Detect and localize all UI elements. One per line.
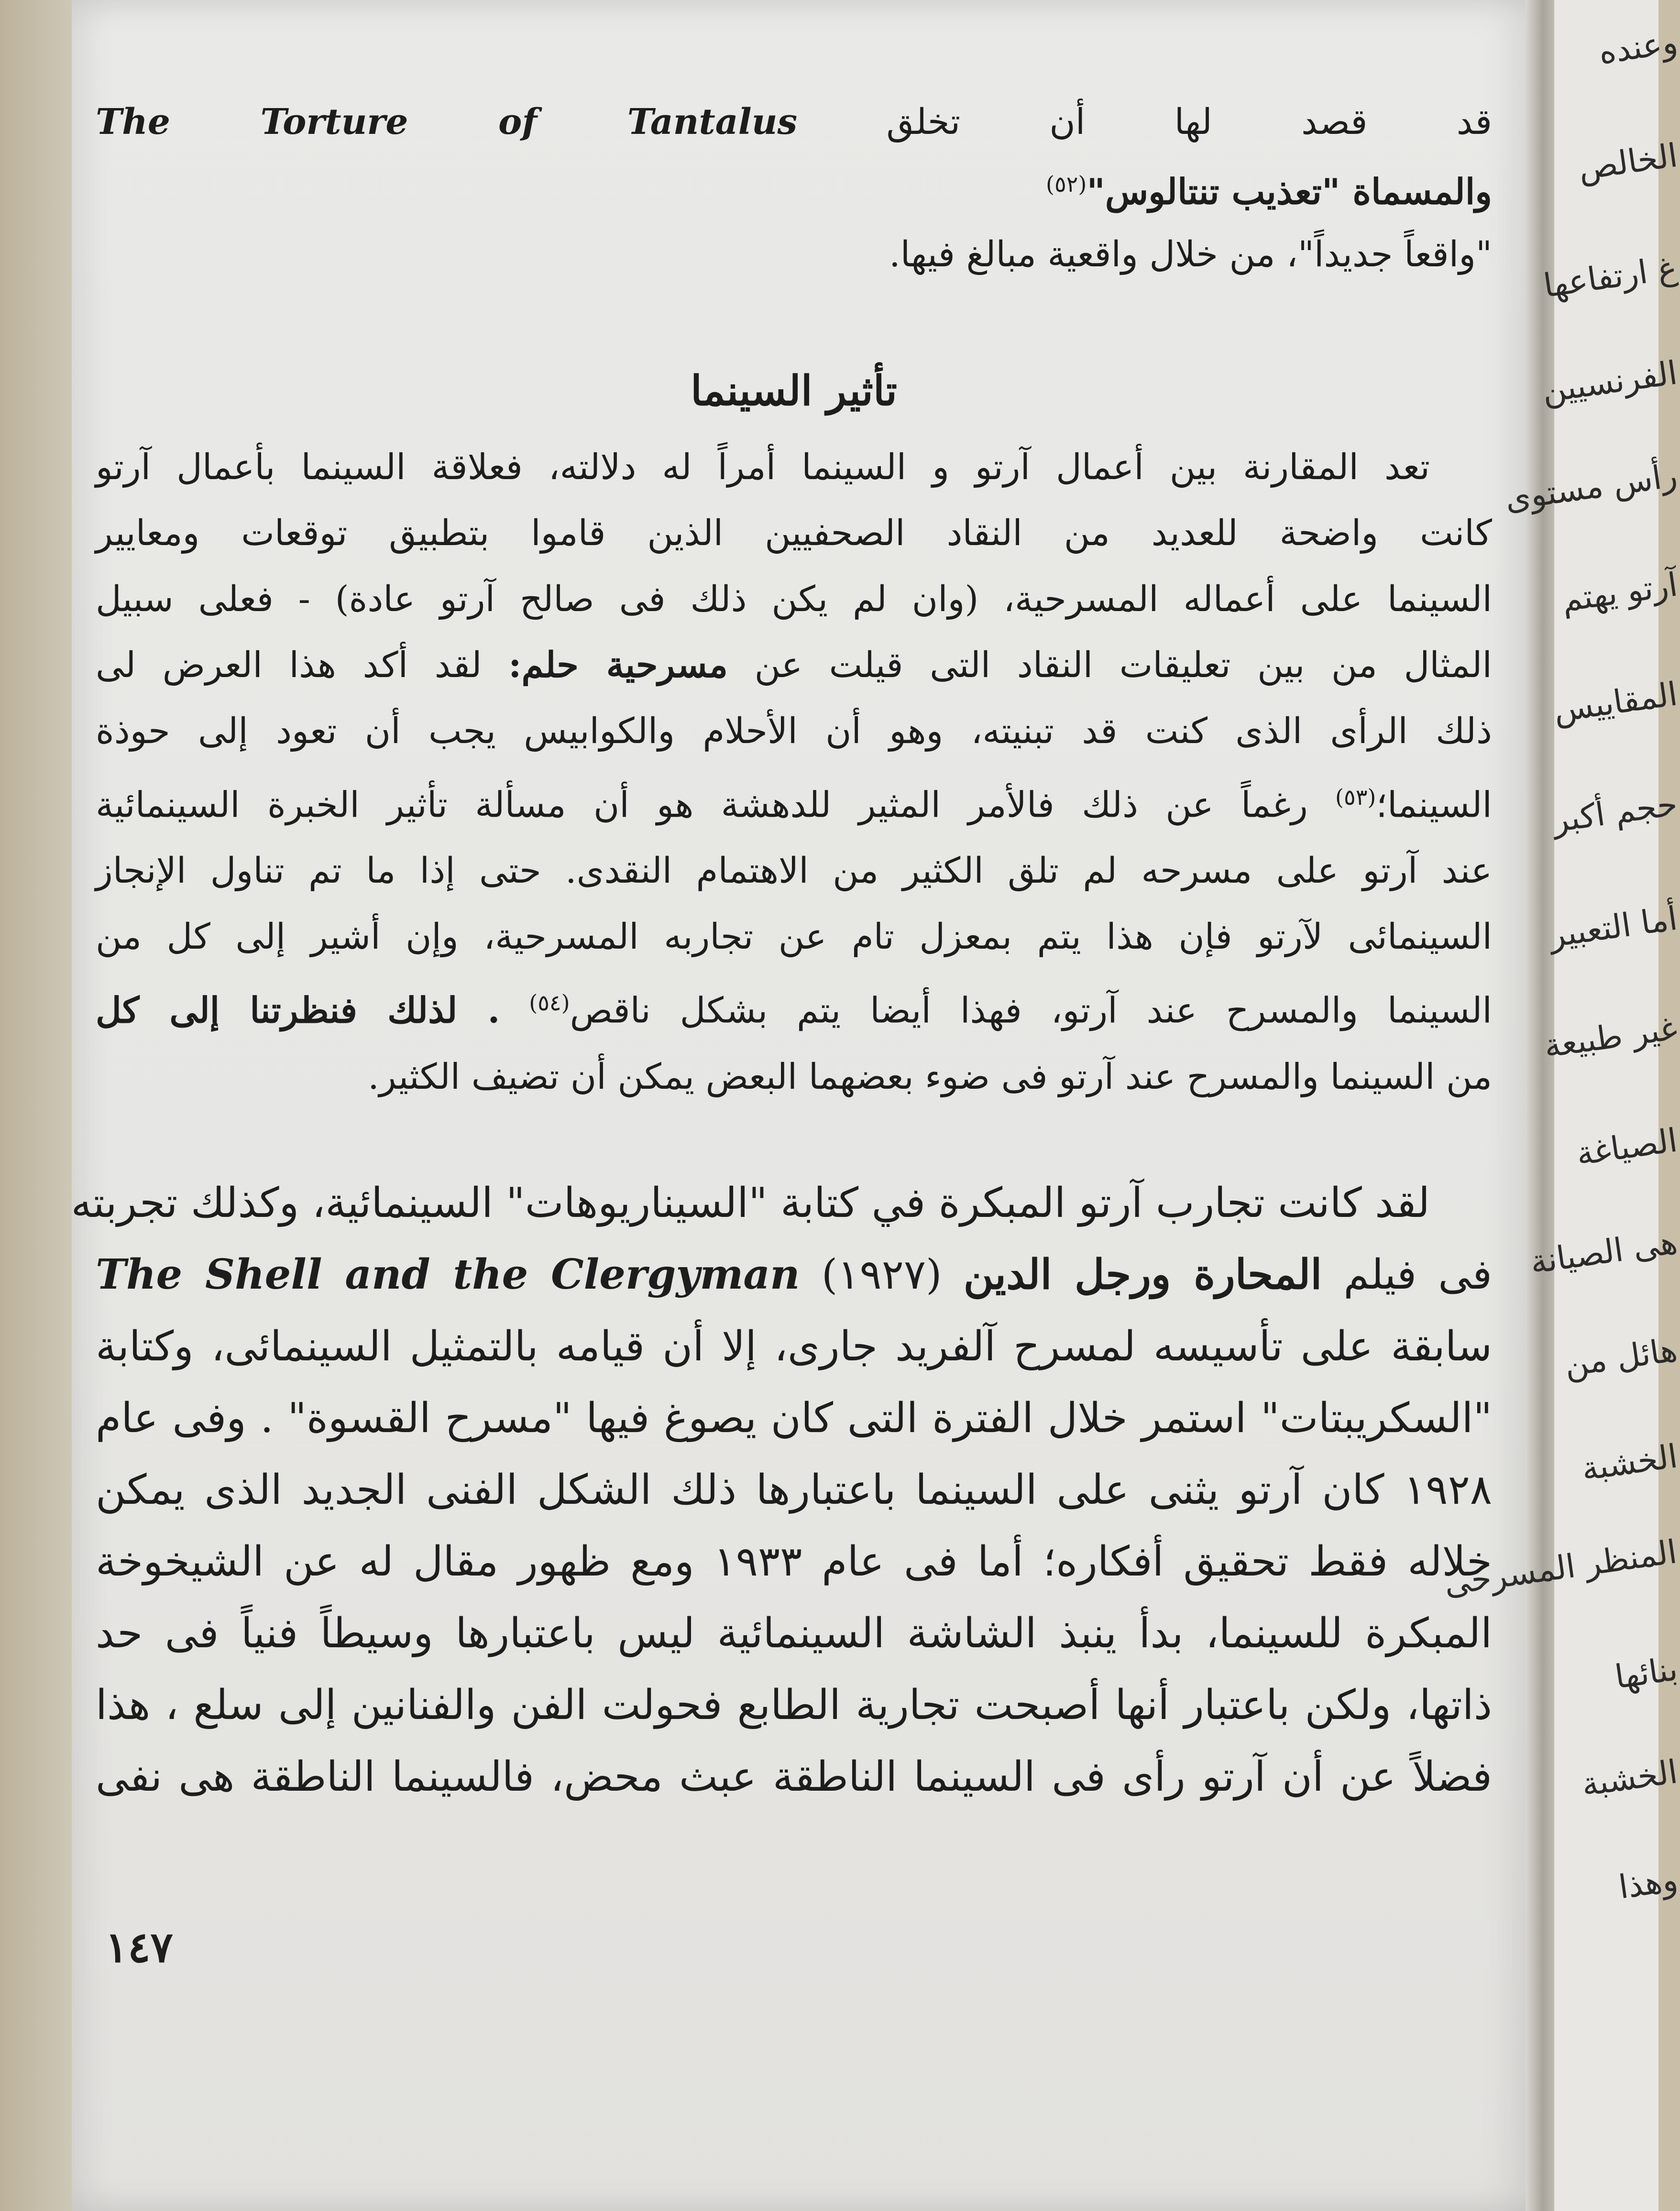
text-line (96, 91, 1492, 153)
next-page-fragment: آرتو يهتم (1559, 566, 1680, 620)
text-run: . لذلك فنظرتنا إلى كل (96, 990, 500, 1031)
film-title-arabic: المحارة ورجل الدين (963, 1250, 1322, 1299)
text-line: من السينما والمسرح عند آرتو فى ضوء بعضهما البعض يمكن أن تضيف الكثير. (368, 1056, 1492, 1097)
next-page-fragment: وعنده (1596, 23, 1680, 72)
next-page-fragment: رأس مستوى (1502, 457, 1680, 518)
text-line (96, 1239, 1492, 1311)
text-line: السينمائى لآرتو فإن هذا يتم بمعزل تام عن تجاربه المسرحية، وإن أشير إلى كل من (96, 916, 1493, 958)
next-page-fragment: الخالص (1576, 136, 1680, 188)
next-page-fragment: المقاييس (1551, 675, 1680, 730)
next-page-fragment: المنظر المسرحى (1441, 1533, 1680, 1603)
text-line: لقد كانت تجارب آرتو المبكرة في كتابة "السيناريوهات" السينمائية، وكذلك تجربته (71, 1179, 1430, 1227)
text-run: المثال من بين تعليقات النقاد التى قيلت عن (754, 644, 1492, 686)
section-heading: تأثير السينما (690, 366, 898, 415)
next-page-fragment: الخشبة (1579, 1437, 1680, 1489)
text-run: السينما والمسرح عند آرتو، فهذا أيضا يتم بشكل ناقص (570, 990, 1492, 1031)
text-run: لقد أكد هذا العرض لى (96, 644, 482, 686)
text-line: "واقعاً جديداً"، من خلال واقعية مبالغ فيها. (889, 233, 1492, 275)
text-line (96, 153, 1492, 223)
paragraph (71, 1167, 1493, 1813)
next-page-fragment: غ ارتفاعها (1541, 249, 1680, 306)
film-title-latin: The Shell and the Clergyman (96, 1250, 800, 1299)
text-run: والمسماة "تعذيب تنتالوس" (1087, 171, 1492, 213)
text-line: كانت واضحة للعديد من النقاد الصحفيين الذين قاموا بتطبيق توقعات ومعايير (96, 512, 1492, 554)
play-title: مسرحية حلم: (508, 644, 728, 686)
next-page-fragment: هائل من (1562, 1331, 1680, 1385)
footnote-marker: (٥٣) (1335, 784, 1376, 810)
next-page-fragment: وهذا (1616, 1861, 1680, 1907)
text-line: المبكرة للسينما، بدأ ينبذ الشاشة السينمائية ليس باعتبارها وسيطاً فنياً فى حد (96, 1609, 1492, 1657)
text-line: ذاتها، ولكن باعتبار أنها أصبحت تجارية الطابع فحولت الفن والفنانين إلى سلع ، هذا (96, 1681, 1492, 1729)
next-page-fragment: أما التعبير (1547, 899, 1680, 955)
footnote-marker: (٥٤) (529, 990, 570, 1016)
paragraph (96, 434, 1492, 1110)
next-page-edge (1441, 0, 1680, 2211)
text-run: قد قصد لها أن تخلق (886, 101, 1492, 142)
page-number: ١٤٧ (105, 1922, 173, 1972)
text-line: سابقة على تأسيسه لمسرح آلفريد جارى، إلا أن قيامه بالتمثيل السينمائى، وكتابة (96, 1322, 1493, 1370)
text-line (96, 632, 1492, 698)
text-line: "السكريبتات" استمر خلال الفترة التى كان يصوغ فيها "مسرح القسوة" . وفى عام (96, 1394, 1492, 1442)
text-line (96, 970, 1492, 1044)
text-line: ذلك الرأى الذى كنت قد تبنيته، وهو أن الأحلام والكوابيس يجب أن تعود إلى حوذة (96, 710, 1492, 752)
next-page-fragment: بنائها (1612, 1650, 1680, 1697)
next-page-fragment: الخشبة (1579, 1753, 1680, 1804)
text-run: رغماً عن ذلك فالأمر المثير للدهشة هو أن مسألة تأثير الخبرة السينمائية (96, 784, 1308, 826)
next-page-fragment: الصياغة (1574, 1121, 1680, 1173)
latin-title: The Torture of Tantalus (96, 101, 798, 142)
next-page-fragment: حجم أكبر (1550, 785, 1680, 840)
intro-paragraph (96, 91, 1492, 285)
text-run: السينما؛ (1376, 784, 1492, 826)
text-line: تعد المقارنة بين أعمال آرتو و السينما أمراً له دلالته، فعلاقة السينما بأعمال آرتو (96, 446, 1430, 488)
page-body (71, 91, 1493, 1813)
text-line: خلاله فقط تحقيق أفكاره؛ أما فى عام ١٩٣٣ ومع ظهور مقال له عن الشيخوخة (96, 1537, 1492, 1586)
next-page-fragment: الفرنسيين (1539, 354, 1680, 411)
next-page-fragment: غير طبيعة (1542, 1009, 1680, 1066)
text-line: ١٩٢٨ كان آرتو يثنى على السينما باعتبارها ذلك الشكل الفنى الجديد الذى يمكن (96, 1466, 1492, 1514)
footnote-marker: (٥٢) (1045, 171, 1087, 197)
text-line: فضلاً عن أن آرتو رأى فى السينما الناطقة عبث محض، فالسينما الناطقة هى نفى (96, 1752, 1492, 1801)
text-run: فى فيلم (1343, 1250, 1493, 1299)
text-line: عند آرتو على مسرحه لم تلق الكثير من الاهتمام النقدى. حتى إذا ما تم تناول الإنجاز (96, 850, 1492, 892)
next-page-fragment: هى الصيانة (1527, 1223, 1680, 1282)
text-line (96, 764, 1492, 838)
text-line: السينما على أعماله المسرحية، (وان لم يكن ذلك فى صالح آرتو عادة) - فعلى سبيل (96, 578, 1492, 620)
text-run: (١٩٢٧) (821, 1250, 942, 1299)
